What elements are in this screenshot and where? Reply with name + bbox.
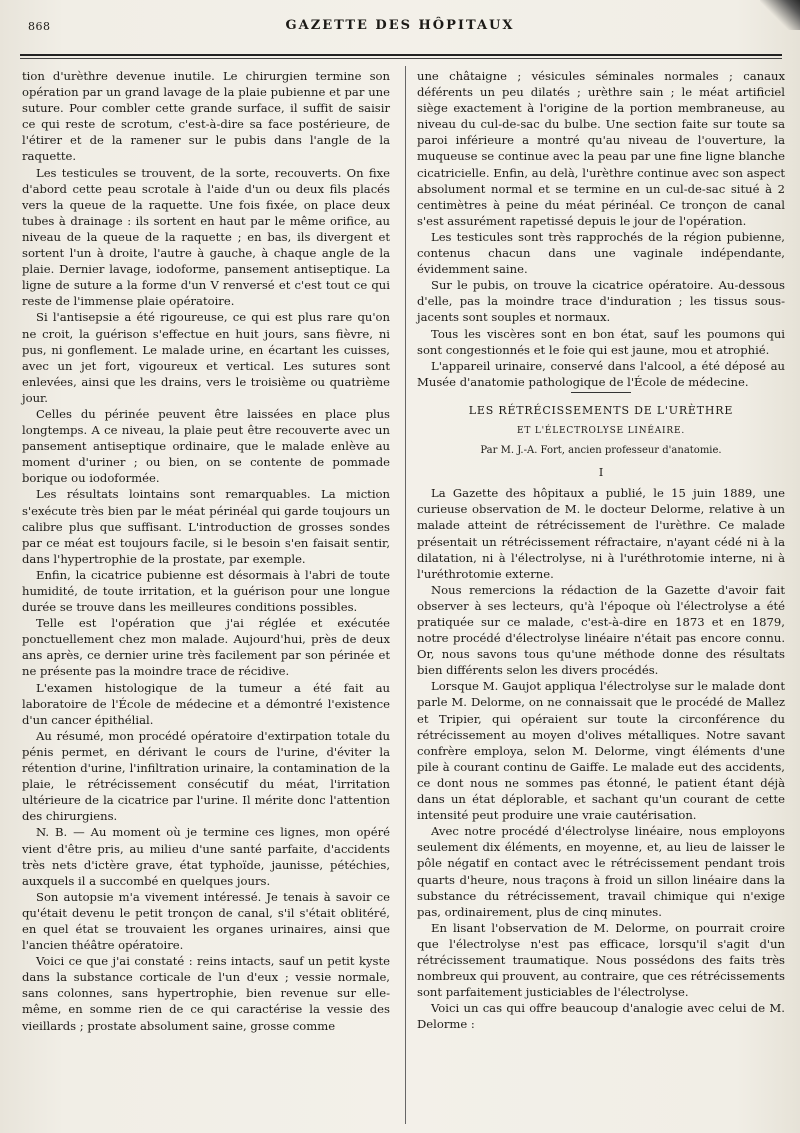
section-author: Par M. J.-A. Fort, ancien professeur d'anatomie.: [480, 445, 722, 457]
paragraph: Voici un cas qui offre beaucoup d'analogie avec celui de M. Delorme :: [417, 1001, 785, 1032]
paragraph: Celles du périnée peuvent être laissées en place plus longtemps. A ce niveau, la plaie peut être recouverte avec un pansement antiseptique ordinaire, que le malade enlève au moment d'uriner ; ou bien, on se contente de pommade borique ou iodoformée.: [22, 406, 390, 486]
left-column: [22, 68, 390, 1123]
paragraph: Nous remercions la rédaction de la Gazette d'avoir fait observer à ses lecteurs, qu'à l'époque où l'électrolyse a été pratiquée sur ce malade, c'est-à-dire en 1873 et en 1879, notre procédé d'électrolyse linéaire n'était pas encore connu. Or, nous savons tous qu'une méthode donne des résultats bien différents selon les divers procédés.: [417, 582, 785, 678]
paragraph: La Gazette des hôpitaux a publié, le 15 juin 1889, une curieuse observation de M. le docteur Delorme, relative à un malade atteint de rétrécissement de l'urèthre. Ce malade présentait un rétrécissement réfractaire, n'ayant cédé ni à la dilatation, ni à l'électrolyse, ni à l'uréthrotomie interne, ni à l'uréthrotomie externe.: [417, 486, 785, 581]
paragraph: Les résultats lointains sont remarquables. La miction s'exécute très bien par le méat périnéal qui garde toujours un calibre plus que suffisant. L'introduction de grosses sondes par ce méat est toujours facile, si le besoin s'en faisait sentir, dans l'hypertrophie de la prostate, par exemple.: [22, 487, 390, 566]
header-rule-thin: [20, 58, 782, 59]
paragraph: En lisant l'observation de M. Delorme, on pourrait croire que l'électrolyse n'est pas efficace, lorsqu'il s'agit d'un rétrécissement traumatique. Nous possédons des faits très nombreux qui prouvent, au contraire, que ces rétrécissements sont parfaitement justiciables de l'électrolyse.: [417, 920, 785, 1000]
right-column: [417, 68, 785, 1123]
page-header: [28, 12, 772, 52]
running-title: GAZETTE DES HÔPITAUX: [285, 18, 515, 33]
paragraph: Enfin, la cicatrice pubienne est désormais à l'abri de toute humidité, de toute irritation, et la guérison pour une longue durée se trouve dans les meilleures conditions possibles.: [22, 567, 390, 615]
page-number: 868: [28, 20, 51, 33]
paragraph: Voici ce que j'ai constaté : reins intacts, sauf un petit kyste dans la substance corticale de l'un d'eux ; vessie normale, sans colonnes, sans hypertrophie, bien revenue sur elle-même, en somme rien de ce qui caractérise la vessie des vieillards ; prostate absolument saine, grosse comme: [22, 954, 390, 1033]
section-subtitle: ET L'ÉLECTROLYSE LINÉAIRE.: [516, 425, 686, 436]
paragraph: Avec notre procédé d'électrolyse linéaire, nous employons seulement dix éléments, en moyenne, et, au lieu de laisser le pôle négatif en contact avec le rétrécissement pendant trois quarts d'heure, nous traçons à froid un sillon linéaire dans la substance du rétrécissement, travail chimique qui n'exige pas, ordinairement, plus de cinq minutes.: [417, 824, 785, 919]
paragraph: Si l'antisepsie a été rigoureuse, ce qui est plus rare qu'on ne croit, la guérison s'effectue en huit jours, sans fièvre, ni pus, ni gonflement. Le malade urine, en écartant les cuisses, avec un jet fort, vigoureux et vertical. Les sutures sont enlevées, ainsi que les drains, vers le troisième ou quatrième jour.: [22, 310, 390, 405]
paragraph: tion d'urèthre devenue inutile. Le chirurgien termine son opération par un grand lavage de la plaie pubienne et par une suture. Pour combler cette grande surface, il suffit de saisir ce qui reste de scrotum, c'est-à-dire sa face postérieure, de l'étirer et de la ramener sur le pubis dans l'angle de la raquette.: [22, 69, 390, 164]
paragraph: L'examen histologique de la tumeur a été fait au laboratoire de l'École de médecine et a démontré l'existence d'un cancer épithélial.: [22, 680, 390, 727]
section-title: LES RÉTRÉCISSEMENTS DE L'URÈTHRE: [468, 403, 734, 417]
paragraph: Lorsque M. Gaujot appliqua l'électrolyse sur le malade dont parle M. Delorme, on ne connaissait que le procédé de Mallez et Tripier, qui opéraient sur toute la circonférence du rétrécissement au moyen d'olives métalliques. Notre savant confrère employa, selon M. Delorme, vingt éléments d'une pile à courant continu de Gaiffe. Le malade eut des accidents, ce dont nous ne sommes pas étonné, le patient étant déjà dans un état déplorable, et sachant qu'un courant de cette intensité peut produire une vraie cautérisation.: [417, 679, 785, 823]
paragraph: Sur le pubis, on trouve la cicatrice opératoire. Au-dessous d'elle, pas la moindre trace d'induration ; les tissus sous-jacents sont souples et normaux.: [417, 278, 785, 325]
paragraph: N. B. — Au moment où je termine ces lignes, mon opéré vient d'être pris, au milieu d'une santé parfaite, d'accidents très nets d'ictère grave, état typhoïde, jaunisse, pétéchies, auxquels il a succombé en quelques jours.: [22, 825, 390, 888]
section-number: I: [598, 466, 604, 480]
paragraph: Les testicules se trouvent, de la sorte, recouverts. On fixe d'abord cette peau scrotale à l'aide d'un ou deux fils placés vers la queue de la raquette. Une fois fixée, on place deux tubes à drainage : ils sortent en haut par le même orifice, au niveau de la queue de la raquette ; en bas, ils divergent et sortent l'un à droite, l'autre à gauche, à chaque angle de la plaie. Dernier lavage, iodoforme, pansement antiseptique. La ligne de suture a la forme d'un V renversé et c'est tout ce qui reste de l'immense plaie opératoire.: [22, 165, 390, 309]
column-divider: [405, 66, 406, 1124]
paragraph: L'appareil urinaire, conservé dans l'alcool, a été déposé au Musée d'anatomie pathologique de l'École de médecine.: [417, 358, 785, 389]
paragraph: Telle est l'opération que j'ai réglée et exécutée ponctuellement chez mon malade. Aujourd'hui, près de deux ans après, ce dernier urine très facilement par son périnée et ne présente pas la moindre trace de récidive.: [22, 616, 390, 679]
paragraph: Au résumé, mon procédé opératoire d'extirpation totale du pénis permet, en dérivant le cours de l'urine, d'éviter la rétention d'urine, l'infiltration urinaire, la contamination de la plaie, le rétrécissement consécutif du méat, l'irritation ultérieure de la cicatrice par l'urine. Il mérite donc l'attention des chirurgiens.: [22, 728, 390, 824]
paragraph: Les testicules sont très rapprochés de la région pubienne, contenus chacun dans une vaginale indépendante, évidemment saine.: [417, 229, 785, 277]
section-top-rule: [571, 392, 631, 393]
paragraph: Tous les viscères sont en bon état, sauf les poumons qui sont congestionnés et le foie qui est jaune, mou et atrophié.: [417, 326, 785, 357]
right-column-top-text: [417, 68, 785, 390]
paragraph: Son autopsie m'a vivement intéressé. Je tenais à savoir ce qu'était devenu le petit tronçon de canal, s'il s'était oblitéré, en quel état se trouvaient les organes urinaires, ainsi que l'ancien théâtre opératoire.: [22, 889, 390, 953]
header-rule-thick: [20, 54, 782, 56]
paragraph: une châtaigne ; vésicules séminales normales ; canaux déférents un peu dilatés ; urèthre sain ; le méat artificiel siège exactement à l'origine de la portion membraneuse, au niveau du cul-de-sac du bulbe. Une section faite sur toute sa paroi inférieure a montré qu'au niveau de l'ouverture, la muqueuse se continue avec la peau par une fine ligne blanche cicatricielle. Enfin, au delà, l'urèthre continue avec son aspect absolument normal et se termine en un cul-de-sac situé à 2 centimètres à peine du méat périnéal. Ce tronçon de canal s'est assurément rapetissé depuis le jour de l'opération.: [417, 69, 785, 228]
right-column-bottom-text: [417, 485, 785, 1032]
